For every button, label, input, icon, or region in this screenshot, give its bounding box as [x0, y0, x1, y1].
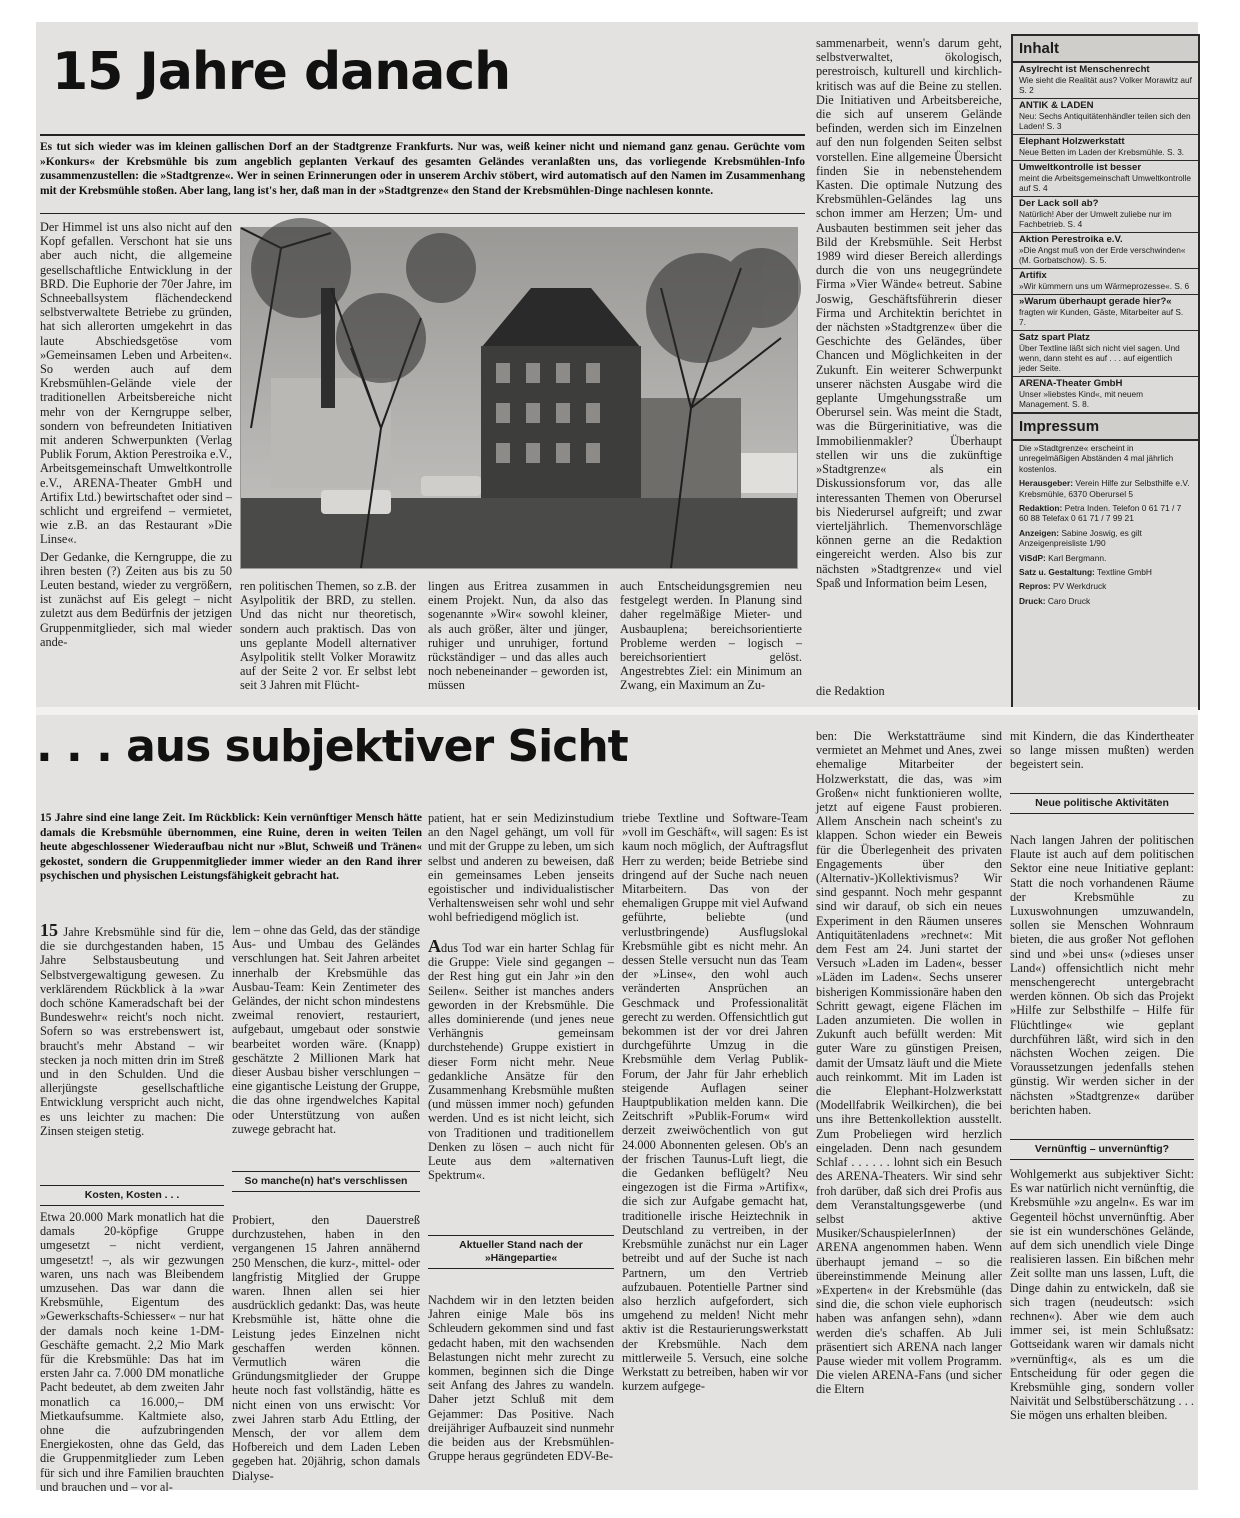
subheading: Aktueller Stand nach der »Hängepartie«: [428, 1235, 614, 1269]
article-column-4: [622, 811, 808, 1485]
divider-rule: [40, 134, 805, 136]
contents-item-heading: Elephant Holzwerkstatt: [1019, 136, 1125, 147]
contents-item-desc: Über Textline läßt sich nicht viel sagen. Und wenn, dann steht es auf . . . auf eigentlich jeder Seite.: [1019, 343, 1180, 373]
article-lead: 15 Jahre sind eine lange Zeit. Im Rückblick: Kein vernünftiger Mensch hätte damals die Krebsmühle übernommen, eine Ruine, deren in weiten Teilen heute abgeschlossener Wiederaufbau nicht nur »Blut, Schweiß und Tränen« gekostet, sondern die Gruppenmitglieder immer wieder an den Rand ihrer psychischen und physischen Leistungsfähigkeit gebracht hat.: [40, 812, 422, 882]
contents-item-desc: Neu: Sechs Antiquitätenhändler teilen sich den Laden! S. 3: [1019, 111, 1191, 131]
contents-item-heading: ANTIK & LADEN: [1019, 100, 1094, 111]
contents-item-heading: Der Lack soll ab?: [1019, 198, 1099, 209]
impressum-value: Verein Hilfe zur Selbsthilfe e.V. Krebsmühle, 6370 Oberursel 5: [1019, 478, 1190, 499]
building-photo: [240, 227, 798, 569]
article-column-1: [40, 920, 224, 1203]
impressum-intro: Die »Stadtgrenze« erscheint in unregelmäßigen Abständen 4 mal jährlich kostenlos.: [1019, 443, 1174, 474]
article-title: 15 Jahre danach: [52, 42, 511, 102]
impressum-key: Herausgeber:: [1019, 478, 1073, 489]
article-column-6c: [1010, 1167, 1194, 1485]
contents-item-heading: Satz spart Platz: [1019, 332, 1090, 343]
paragraph: mit Kindern, die das Kindertheater so lange missen mußten) werden begeistert sein.: [1010, 729, 1194, 772]
contents-item: [1013, 269, 1198, 295]
paragraph: lem – ohne das Geld, das der ständige Aus- und Umbau des Geländes verschlungen hat. Seit Jahren arbeitet innerhalb der Krebsmühle das Ausbau-Team: Kein Zentimeter des Geländes, der nicht schon mindestens zweimal renoviert, restauriert, aufgebaut, umgebaut oder sonstwie bearbeitet worden wäre. (Knapp) geschätzte 2 Millionen Mark hat dieser Ausbau bisher verschlungen – eine gigantische Leistung der Gruppe, die das ohne irgendwelches Kapital oder Unterstützung von außen zuwege gebracht hat.: [232, 923, 420, 1136]
paragraph: Adus Tod war ein harter Schlag für die Gruppe: Viele sind gegangen – der Rest hing gut ein Jahr »in den Seilen«. Seither ist manches anders geworden in der Krebsmühle. Die alles dominierende (und jenes neue Verhängnis gemeinsam durchstehende) Gruppe existiert in dieser Form nicht mehr. Neue gedankliche Ansätze für den Zusammenhang Krebsmühle mußten (und müssen immer noch) gefunden werden. Und es ist nicht leicht, sich von Traditionen und traditionellem Denken zu lösen – auch nicht für Leute aus dem »alternativen Spektrum«.: [428, 936, 614, 1183]
contents-item-desc: »Wir kümmern uns um Wärmeprozesse«. S. 6: [1019, 281, 1190, 291]
newspaper-page: [36, 22, 1198, 1494]
article-column-6b: [1010, 833, 1194, 1133]
divider-rule: [40, 213, 805, 214]
impressum-key: Repros:: [1019, 581, 1051, 592]
paragraph: Der Gedanke, die Kerngruppe, die zu ihren besten (?) Zeiten aus bis zu 50 Leuten bestand, wieder zu vergrößern, ist zunächst auf Eis gelegt – nicht zuletzt aus dem Bedürfnis der jetzigen Gruppenmitglieder, sich mal wieder ande-: [40, 549, 232, 649]
article-column-3c: [428, 1293, 614, 1485]
subheading: Neue politische Aktivitäten: [1010, 793, 1194, 814]
photo-image: [241, 228, 797, 568]
article-bottom: [36, 715, 1198, 1494]
article-title: . . . aus subjektiver Sicht: [36, 721, 628, 772]
article-column-5: [816, 36, 1002, 676]
paragraph: Probiert, den Dauerstreß durchzustehen, haben in den vergangenen 15 Jahren annähernd 250 Menschen, die kurz-, mittel- oder langfristig Mitglied der Gruppe waren. Ihnen allen sei hier ausdrücklich gedankt: Das, was heute Krebsmühle ist, hätte ohne die Leistung jedes Einzelnen nicht geschaffen werden können. Vermutlich wären die Gründungsmitglieder der Gruppe heute noch fast vollständig, hätte es nicht einen von uns erwischt: Vor zwei Jahren starb Adu Ettling, der Mensch, der vor allem dem Hofbereich und dem Laden Leben gegeben hat. 20jährig, schon damals Dialyse-: [232, 1213, 420, 1483]
contents-item-heading: »Warum überhaupt gerade hier?«: [1019, 296, 1172, 307]
subheading: Vernünftig – unvernünftig?: [1010, 1139, 1194, 1160]
impressum-entry: [1013, 594, 1198, 608]
paragraph: patient, hat er sein Medizinstudium an den Nagel gehängt, um voll für und mit der Gruppe zu leben, um sich selbst und anderen zu beweisen, daß ein gemeinsames Leben jenseits egoistischer und individualistischer Verhaltensweisen sehr wohl und sehr wohl befriedigend möglich ist.: [428, 811, 614, 925]
impressum-title: Impressum: [1013, 413, 1198, 441]
article-column-6: [1010, 729, 1194, 787]
subheading: So manche(n) hat's verschlissen: [232, 1171, 420, 1192]
article-column-2: [232, 923, 420, 1171]
article-column-1: [40, 220, 232, 700]
contents-item-desc: meint die Arbeitsgemeinschaft Umweltkontrolle auf S. 4: [1019, 173, 1192, 193]
contents-item: [1013, 377, 1198, 413]
impressum-entry: [1013, 565, 1198, 579]
impressum-value: Petra Inden. Telefon 0 61 71 / 7 60 88 Telefax 0 61 71 / 7 99 21: [1019, 503, 1182, 524]
subheading: Kosten, Kosten . . .: [40, 1185, 224, 1206]
contents-item: [1013, 99, 1198, 135]
contents-item: [1013, 135, 1198, 161]
impressum-key: Druck:: [1019, 595, 1046, 606]
impressum-value: Sabine Joswig, es gilt Anzeigenpreisliste 1/90: [1019, 527, 1142, 549]
signature: die Redaktion: [816, 684, 885, 698]
article-column-2b: [232, 1213, 420, 1485]
article-top: [36, 22, 1198, 707]
paragraph: lingen aus Eritrea zusammen in einem Projekt. Nun, da also das sogenannte »Wir« sowohl kleiner, als auch größer, älter und jünger, ruhiger und unruhiger, fortund rückständiger – und das alles auch noch nebeneinander – geworden ist, müssen: [428, 579, 608, 693]
contents-item-desc: Unser »liebstes Kind«, mit neuem Management. S. 8.: [1019, 389, 1144, 409]
contents-item: [1013, 233, 1198, 269]
paragraph: sammenarbeit, wenn's darum geht, selbstverwaltet, ökologisch, perestroisch, kulturell und kirchlich-kritisch was auf die Beine zu stellen. Die Initiativen und Arbeitsbereiche, die sich auf unserem Gelände befinden, werden sich im Einzelnen auf den nun folgenden Seiten selbst vorstellen. Eine allgemeine Übersicht finden Sie in nebenstehendem Kasten. Die optimale Nutzung des Krebsmühlen-Geländes lag uns schon immer am Herzen; Um- und Ausbauten bestimmen seit jeher das Bild der Krebsmühle. Seit Herbst 1989 wird dieser Bereich allerdings durch die von uns neugegründete Firma »Vier Wände« betreut. Sabine Joswig, Geschäftsführerin dieser Firma und Architektin berichtet in der nächsten »Stadtgrenze« über die Geschichte des Geländes, über Chancen und Möglichkeiten in der Zukunft. Ein weiterer Schwerpunkt unserer nächsten Ausgabe wird die geplante Umgehungsstraße um Oberursel sein. Was meint die Stadt, was die Bürgerinitiative, was die Immobilienmakler? Überhaupt stellen wir uns die zukünftige »Stadtgrenze« als ein Diskussionsforum vor, das alle interessanten Themen von Oberursel bis Niederursel aufgreift; und zwar vierteljährlich. Themenvorschläge können gerne an die Redaktion eingereicht werden. Also bis zur nächsten »Stadtgrenze« und viel Spaß und Information beim Lesen,: [816, 36, 1002, 590]
impressum-value: Karl Bergmann.: [1048, 552, 1107, 563]
paragraph: triebe Textline und Software-Team »voll im Geschäft«, will sagen: Es ist kaum noch möglich, der Auftragsflut Herr zu werden; beide Betriebe sind dringend auf der Suche nach neuen Mitarbeitern. Das von der ehemaligen Gruppe mit viel Aufwand geführte, beliebte (und verlustbringende) Ausflugslokal Krebsmühle gibt es nicht mehr. An dessen Stelle versucht nun das Team der »Linse«, den wohl auch veränderten Ansprüchen an Geschmack und Professionalität gerecht zu werden. Offensichtlich gut bekommen ist der vor drei Jahren durchgeführte Umzug in die Krebsmühle dem Verlag Publik-Forum, der Jahr für Jahr erheblich steigende Auflagen seiner Hauptpublikation melden kann. Die Zeitschrift »Publik-Forum« wird derzeit zweiwöchentlich von gut 24.000 Abonnenten gelesen. Ob's an der frischen Taunus-Luft liegt, die die Gedanken beflügelt? Neu eingezogen ist die Firma »Artifix«, die sich zur Aufgabe gemacht hat, traditionelle irische Heiztechnik in Deutschland zu vertreiben, in der Krebsmühle zunächst nur ein Lager betreibt und auf der Suche ist nach Partnern, um den Vertrieb aufzubauen. Potentielle Partner sind also herzlich aufgefordert, sich umgehend zu melden! Nicht mehr aktiv ist die Restaurierungswerkstatt der Krebsmühle. Nach dem mittlerweile 5. Versuch, eine solche Werkstatt zu betreiben, haben wir vor kurzem aufgege-: [622, 811, 808, 1394]
article-column-5: [816, 729, 1002, 1485]
contents-item-heading: Umweltkontrolle ist besser: [1019, 162, 1142, 173]
article-column-3b: [428, 936, 614, 1229]
impressum-key: Satz u. Gestaltung:: [1019, 567, 1095, 578]
impressum-value: Textline GmbH: [1097, 567, 1152, 578]
sidebar-title: Inhalt: [1013, 36, 1198, 63]
paragraph: Nachdem wir in den letzten beiden Jahren einige Male bös ins Schleudern gekommen sind und fast gedacht haben, mit den wachsenden Belastungen nicht mehr zurecht zu kommen, beginnen sich die Dinge seit Anfang des Jahres zu wandeln. Daher jetzt Schluß mit dem Gejammer: Das Positive. Nach dreijähriger Aufbauzeit sind nunmehr die beiden aus der Krebsmühlen-Gruppe heraus gegründeten EDV-Be-: [428, 1293, 614, 1464]
impressum-value: Caro Druck: [1047, 595, 1091, 606]
contents-item: [1013, 331, 1198, 377]
contents-item-desc: Wie sieht die Realität aus? Volker Morawitz auf S. 2: [1019, 75, 1192, 95]
paragraph: auch Entscheidungsgremien neu festgelegt werden. In Planung sind daher regelmäßige Mieter- und Ausbauplena; bereichsorientierte Probleme werden – logisch – bereichsorientiert gelöst. Angestrebtes Ziel: ein Minimum an Zwang, ein Maximum an Zu-: [620, 579, 802, 693]
impressum-entry: [1013, 551, 1198, 565]
impressum-value: PV Werkdruck: [1052, 581, 1107, 592]
paragraph: Etwa 20.000 Mark monatlich hat die damals 20-köpfige Gruppe umgesetzt – nicht verdient, umgesetzt! –, als wir gezwungen waren, uns nach was Bleibendem umzusehen. Das war dann die Krebsmühle, Eigentum des »Gewerkschafts-Schiesser« – nur hat der damals noch keine 1-DM-Geschäfte gemacht. 2,2 Mio Mark für die Krebsmühle: Das hat im ersten Jahr ca. 7.000 DM monatliche Pacht bedeutet, ab dem zweiten Jahr monatlich ca 16.000,– DM Mietkaufsumme. Kaltmiete also, ohne die aufzubringenden Energiekosten, ohne das Geld, das die Gruppenmitglieder zum Leben für sich und ihre Familien brauchten und brauchen und – vor al-: [40, 1210, 224, 1494]
paragraph: Der Himmel ist uns also nicht auf den Kopf gefallen. Verschont hat sie uns aber auch nicht, die allgemeine gesellschaftliche Entwicklung in der BRD. Die Euphorie der 70er Jahre, im Schneeballsystem flächendeckend selbstverwaltete Betriebe zu gründen, hat sich allerorten umgekehrt in das laute Abschiedsgetöse vom »Gemeinsamen Leben und Arbeiten«. So werden auch auf dem Krebsmühlen-Gelände viele der traditionellen Arbeitsbereiche nicht mehr von der Kerngruppe selber, sondern von befreundeten Initiativen mit anderen Schwerpunkten (Verlag Publik Forum, Aktion Perestroika e.V., Arbeitsgemeinschaft Umweltkontrolle e.V., ARENA-Theater GmbH und Artifix Ltd.) bewirtschaftet oder sind – schlicht und ergreifend – vermietet, wie z.B. an das Restaurant »Die Linse«.: [40, 220, 232, 547]
impressum-key: Redaktion:: [1019, 503, 1063, 514]
article-column-2: [240, 579, 416, 701]
article-column-3: [428, 579, 608, 701]
dropcap: A: [428, 936, 441, 956]
contents-item-heading: Artifix: [1019, 270, 1047, 281]
paragraph: ben: Die Werkstatträume sind vermietet an Mehmet und Anes, zwei ehemalige Mitarbeiter der Holzwerkstatt, die das, was »im Großen« nicht funktionieren wollte, jetzt auf eigene Faust probieren. Allem Anschein nach scheint's zu klappen. Schon wieder ein Beweis für die Überlegenheit des privaten Engagements über den (Alternativ-)Kollektivismus? Wir sind gespannt. Noch mehr gespannt sind wir darauf, ob sich ein neues Experiment in den Räumen unseres Antiquitätenladens »rechnet«: Mit dem Fest am 24. Juni startet der Versuch »Laden im Laden«, besser »Läden im Laden«. Sechs unserer bisherigen Kommissionäre haben den Schritt gewagt, eigene Flächen im Laden anzumieten. Die wollen in Zukunft auch befüllt werden: Mit guter Ware zu günstigen Preisen, damit der Umsatz läuft und die Miete auch reinkommt. Mit im Laden ist die Elephant-Holzwerkstatt (Modellfabrik Weilkirchen), die bei uns ihre Bettenkollektion ausstellt. Zum Probeliegen wird herzlich eingeladen. Denn nach gesundem Schlaf . . . . . . lohnt sich ein Besuch des ARENA-Theaters. Wir sind sehr froh darüber, daß sich drei Profis aus dem Veranstaltungsgewerbe (und selbst aktive Musiker/SchauspielerInnen) der ARENA angenommen haben. Wenn überhaupt jemand – so die übereinstimmende Meinung aller »Experten« in der Krebsmühle (das sind die, die schon viele euphorisch haben was anfangen sehn), »dann werden die's schaffen. Ab Juli präsentiert sich ARENA nach langer Pause wieder mit vollem Programm. Die vielen ARENA-Fans (und sicher die Eltern: [816, 729, 1002, 1397]
contents-item-desc: »Die Angst muß von der Erde verschwinden« (M. Gorbatschow). S. 5.: [1019, 245, 1186, 265]
contents-item-desc: Natürlich! Aber der Umwelt zuliebe nur im Fachbetrieb. S. 4: [1019, 209, 1172, 229]
impressum-key: ViSdP:: [1019, 552, 1046, 563]
impressum-key: Anzeigen:: [1019, 527, 1060, 538]
paragraph: 15 Jahre Krebsmühle sind für die, die sie durchgestanden haben, 15 Jahre Selbstausbeutung und Selbstvergewaltigung gewesen. Zu verklärendem Rückblick à la »war doch schöne Kameradschaft bei der Bundeswehr« reicht's noch nicht. Sofern so was erstrebenswert ist, braucht's mehr Abstand – wir stecken ja noch mitten drin im Streß und in den Schulden. Und die allerjüngste gesellschaftliche Entwicklung verspricht auch nicht, es uns leichter zu machen: Die Zinsen steigen stetig.: [40, 920, 224, 1138]
impressum-entry: [1013, 501, 1198, 526]
contents-item-heading: Asylrecht ist Menschenrecht: [1019, 64, 1150, 75]
contents-item: [1013, 295, 1198, 331]
contents-item-heading: ARENA-Theater GmbH: [1019, 378, 1123, 389]
section-divider: [36, 707, 1198, 715]
paragraph: ren politischen Themen, so z.B. der Asylpolitik der BRD, zu stellen. Und das nicht nur theoretisch, sondern auch praktisch. Das von uns geplante Modell alternativer Asylpolitik stellt Volker Morawitz auf der Seite 2 vor. Er selbst lebt seit 3 Jahren mit Flücht-: [240, 579, 416, 693]
article-column-4: [620, 579, 802, 701]
contents-item: [1013, 161, 1198, 197]
contents-sidebar: [1011, 34, 1200, 710]
article-column-1b: [40, 1210, 224, 1494]
impressum-entry: [1013, 579, 1198, 593]
impressum-entry: [1013, 526, 1198, 551]
contents-item: [1013, 63, 1198, 99]
impressum-list: [1013, 476, 1198, 608]
contents-item-desc: fragten wir Kunden, Gäste, Mitarbeiter auf S. 7.: [1019, 307, 1184, 327]
paragraph: Wohlgemerkt aus subjektiver Sicht: Es war natürlich nicht vernünftig, die Krebsmühle »zu angeln«. Es war im Gegenteil höchst unvernünftig. Aber sie ist ein wunderschönes Gelände, auf dem sich unendlich viele Dinge realisieren lassen. Ein bißchen mehr Zeit sollte man uns lassen, Luft, die Dinge dahin zu entwickeln, daß sie sich tragen (neudeutsch: »sich rechnen«). Aber wie dem auch immer sei, ist mein Schlußsatz: Gottseidank waren wir damals nicht »vernünftig«, als es um die Entscheidung für oder gegen die Krebsmühle ging, sondern voller Naivität und Selbstüberschätzung . . . Sie mögen uns erhalten bleiben.: [1010, 1167, 1194, 1423]
article-column-3: [428, 811, 614, 933]
impressum-entry: [1013, 476, 1198, 501]
article-lead: Es tut sich wieder was im kleinen gallischen Dorf an der Stadtgrenze Frankfurts. Nur was, weiß keiner nicht und niemand ganz genau. Gerüchte vom »Konkurs« der Krebsmühle bis zum angeblich geplanten Verkauf des gesamten Geländes veranlaßten uns, das vorliegende Krebsmühlen-Info zusammenzustellen: die »Stadtgrenze«. Wer in seinen Erinnerungen oder in unserem Archiv stöbert, wird automatisch auf den Namen im Zusammenhang mit der Krebsmühle stoßen. Aber lang, lang ist's her, daß man in der »Stadtgrenze« den Stand der Krebsmühlen-Dinge nachlesen konnte.: [40, 141, 805, 197]
contents-item: [1013, 197, 1198, 233]
contents-item-desc: Neue Betten im Laden der Krebsmühle. S. 3.: [1019, 147, 1185, 157]
dropcap: 15: [40, 920, 58, 940]
contents-item-heading: Aktion Perestroika e.V.: [1019, 234, 1123, 245]
contents-list: [1013, 63, 1198, 413]
paragraph: Nach langen Jahren der politischen Flaute ist auch auf dem politischen Sektor eine neue Initiative geplant: Statt die noch vorhandenen Räume der Krebsmühle zu Luxuswohnungen umzuwandeln, sollen sie Menschen Wohnraum bieten, die aus großer Not geflohen sind und »bei uns« (»dieses unser Land«) offensichtlich nicht mehr menschengerecht untergebracht werden können. Ob sich das Projekt »Hilfe zur Selbsthilfe – Hilfe für Flüchtlinge« wie geplant durchführen läßt, wird sich in den nächsten Wochen zeigen. Die Voraussetzungen jedenfalls stehen günstig. Wir werden sicher in der nächsten »Stadtgrenze« darüber berichten haben.: [1010, 833, 1194, 1117]
